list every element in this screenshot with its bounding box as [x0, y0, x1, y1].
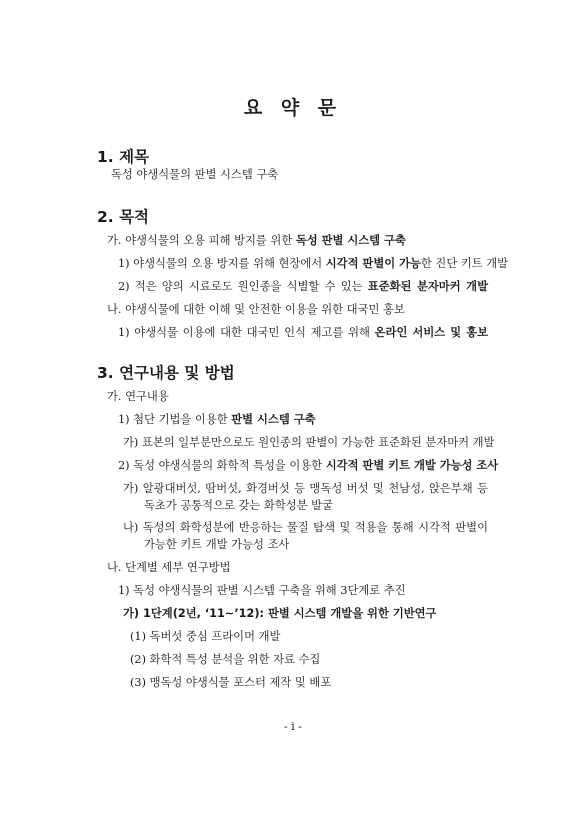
purpose-item-1 — [118, 257, 509, 271]
content-item-1-emphasis: 판별 시스템 구축 — [231, 413, 316, 426]
section-1-heading: 1. 제목 — [97, 148, 150, 166]
purpose-ga-emphasis: 독성 판별 시스템 구축 — [295, 234, 406, 247]
stage-1-point-2: (2) 화학적 특성 분석을 위한 자료 수집 — [130, 653, 321, 666]
content-item-1-sub: 가) 표본의 일부분만으로도 원인종의 판별이 가능한 표준화된 분자마커 개발 — [123, 436, 495, 449]
purpose-ga — [107, 234, 406, 248]
page-number: - i - — [284, 720, 302, 733]
purpose-na: 나. 야생식물에 대한 이해 및 안전한 이용을 위한 대국민 홍보 — [107, 303, 405, 316]
stage-1-point-3: (3) 맹독성 야생식물 포스터 제작 및 배포 — [130, 676, 332, 689]
section-3-heading: 3. 연구내용 및 방법 — [97, 364, 235, 382]
content-item-2-emphasis: 시각적 판별 키트 개발 가능성 조사 — [325, 459, 499, 472]
purpose-item-2-text: 2) 적은 양의 시료로도 원인종을 식별할 수 있는 — [118, 280, 368, 293]
purpose-item-1-text: 1) 야생식물의 오용 방지를 위해 현장에서 — [118, 257, 326, 270]
content-item-2-text: 2) 독성 야생식물의 화학적 특성을 이용한 — [118, 459, 326, 472]
purpose-item-1-tail: 한 진단 키트 개발 — [420, 257, 509, 270]
content-na-item-1-stage-1: 가) 1단계(2년, ‘11∼’12): 판별 시스템 개발을 위한 기반연구 — [123, 607, 437, 620]
purpose-item-1-emphasis: 시각적 판별이 가능 — [325, 257, 421, 270]
purpose-na-item-1 — [118, 326, 488, 340]
purpose-na-item-1-emphasis: 온라인 서비스 및 홍보 — [374, 326, 488, 339]
content-item-2 — [118, 459, 498, 473]
content-item-2-sub-ga-line-2: 독초가 공통적으로 갖는 화학성분 발굴 — [144, 499, 333, 512]
content-item-2-sub-na-line-1: 나) 독성의 화학성분에 반응하는 물질 탐색 및 적용을 통해 시각적 판별이 — [123, 521, 488, 534]
purpose-na-item-1-text: 1) 야생식물 이용에 대한 대국민 인식 제고를 위해 — [118, 326, 375, 339]
content-item-1-text: 1) 첨단 기법을 이용한 — [118, 413, 232, 426]
purpose-ga-text: 가. 야생식물의 오용 피해 방지를 위한 — [107, 234, 296, 247]
content-item-2-sub-ga-line-1: 가) 알광대버섯, 땀버섯, 화경버섯 등 맹독성 버섯 및 천남성, 앉은부채 등 — [123, 482, 488, 495]
content-ga: 가. 연구내용 — [107, 390, 169, 403]
page-title: 요 약 문 — [243, 97, 343, 119]
content-item-2-sub-na-line-2: 가능한 키트 개발 가능성 조사 — [144, 538, 290, 551]
section-1-text: 독성 야생식물의 판별 시스템 구축 — [111, 168, 279, 181]
section-2-heading: 2. 목적 — [97, 208, 150, 226]
stage-1-point-1: (1) 독버섯 중심 프라이머 개발 — [130, 630, 281, 643]
purpose-item-2 — [118, 280, 488, 294]
content-na-item-1: 1) 독성 야생식물의 판별 시스템 구축을 위해 3단계로 추진 — [118, 584, 406, 597]
content-na: 나. 단계별 세부 연구방법 — [107, 561, 231, 574]
purpose-item-2-emphasis: 표준화된 분자마커 개발 — [367, 280, 488, 293]
content-item-1 — [118, 413, 316, 427]
